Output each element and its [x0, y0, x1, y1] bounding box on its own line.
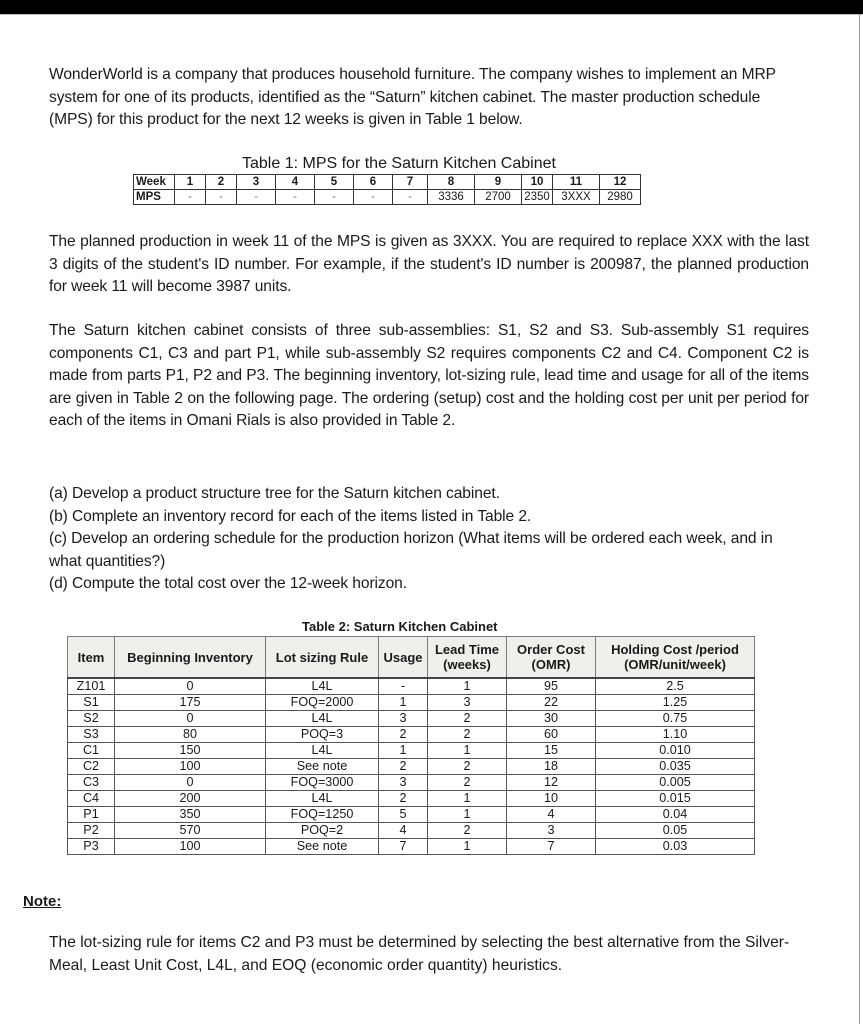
- cell-beginning-inventory: 100: [115, 839, 266, 855]
- week-cell: 4: [276, 175, 315, 190]
- cell-usage: 2: [379, 727, 428, 743]
- cell-beginning-inventory: 350: [115, 807, 266, 823]
- header-lead-time: [428, 637, 507, 679]
- cell-order-cost: 12: [507, 775, 596, 791]
- cell-holding-cost: 1.25: [596, 695, 755, 711]
- week-label: Week: [134, 175, 175, 190]
- cell-usage: -: [379, 678, 428, 695]
- mps-value-row: [134, 190, 641, 205]
- cell-order-cost: 30: [507, 711, 596, 727]
- cell-order-cost: 3: [507, 823, 596, 839]
- table-row: [68, 823, 755, 839]
- items-table: [67, 636, 755, 855]
- mps-cell: -: [315, 190, 354, 205]
- table-row: [68, 839, 755, 855]
- table2-caption: Table 2: Saturn Kitchen Cabinet: [302, 619, 498, 634]
- question-b: (b) Complete an inventory record for each of the items listed in Table 2.: [49, 507, 532, 525]
- cell-order-cost: 10: [507, 791, 596, 807]
- cell-lot-sizing-rule: L4L: [266, 791, 379, 807]
- week11-instructions-paragraph: The planned production in week 11 of the MPS is given as 3XXX. You are required to replace XXX with the last 3 digits of the student's ID number. For example, if the student's ID number is 200987, the planned production for week 11 will become 3987 units.: [49, 233, 809, 295]
- cell-holding-cost: 0.03: [596, 839, 755, 855]
- cell-beginning-inventory: 175: [115, 695, 266, 711]
- header-lot-sizing-rule: Lot sizing Rule: [266, 637, 379, 679]
- note-text: The lot-sizing rule for items C2 and P3 must be determined by selecting the best alternative from the Silver-Meal, Least Unit Cost, L4L, and EOQ (economic order quantity) heuristics.: [49, 934, 790, 974]
- header-holding-cost-line2: (OMR/unit/week): [624, 657, 726, 672]
- cell-item: P1: [68, 807, 115, 823]
- cell-usage: 5: [379, 807, 428, 823]
- header-order-cost-line2: (OMR): [531, 657, 571, 672]
- cell-lead-time: 2: [428, 711, 507, 727]
- cell-order-cost: 95: [507, 678, 596, 695]
- cell-lot-sizing-rule: FOQ=1250: [266, 807, 379, 823]
- cell-beginning-inventory: 100: [115, 759, 266, 775]
- cell-lot-sizing-rule: L4L: [266, 678, 379, 695]
- header-item: Item: [68, 637, 115, 679]
- cell-usage: 3: [379, 775, 428, 791]
- table-row: [68, 695, 755, 711]
- table-row: [68, 775, 755, 791]
- cell-lot-sizing-rule: FOQ=2000: [266, 695, 379, 711]
- header-order-cost: [507, 637, 596, 679]
- cell-usage: 7: [379, 839, 428, 855]
- table-row: [68, 678, 755, 695]
- week-cell: 3: [237, 175, 276, 190]
- week-cell: 7: [393, 175, 428, 190]
- note-label: Note:: [23, 893, 62, 910]
- question-a: (a) Develop a product structure tree for the Saturn kitchen cabinet.: [49, 485, 500, 502]
- cell-usage: 1: [379, 743, 428, 759]
- cell-lead-time: 3: [428, 695, 507, 711]
- header-lead-time-line2: (weeks): [443, 657, 491, 672]
- question-list: [49, 483, 789, 596]
- cell-lead-time: 1: [428, 743, 507, 759]
- cell-holding-cost: 0.005: [596, 775, 755, 791]
- cell-item: Z101: [68, 678, 115, 695]
- cell-lot-sizing-rule: L4L: [266, 743, 379, 759]
- table-row: [68, 759, 755, 775]
- header-lead-time-line1: Lead Time: [434, 642, 500, 657]
- cell-lead-time: 1: [428, 839, 507, 855]
- cell-holding-cost: 0.035: [596, 759, 755, 775]
- mps-cell: -: [393, 190, 428, 205]
- mps-cell: -: [206, 190, 237, 205]
- header-beginning-inventory: Beginning Inventory: [115, 637, 266, 679]
- cell-holding-cost: 0.05: [596, 823, 755, 839]
- cell-beginning-inventory: 80: [115, 727, 266, 743]
- cell-lead-time: 2: [428, 759, 507, 775]
- cell-usage: 1: [379, 695, 428, 711]
- week-cell: 11: [553, 175, 600, 190]
- cell-item: C2: [68, 759, 115, 775]
- mps-cell: 3336: [428, 190, 475, 205]
- cell-order-cost: 15: [507, 743, 596, 759]
- cell-lot-sizing-rule: FOQ=3000: [266, 775, 379, 791]
- header-order-cost-line1: Order Cost: [517, 642, 585, 657]
- cell-usage: 3: [379, 711, 428, 727]
- cell-item: S3: [68, 727, 115, 743]
- cell-lot-sizing-rule: L4L: [266, 711, 379, 727]
- table-row: [68, 743, 755, 759]
- table-row: [68, 807, 755, 823]
- mps-cell: 2700: [475, 190, 522, 205]
- cell-holding-cost: 0.75: [596, 711, 755, 727]
- cell-usage: 4: [379, 823, 428, 839]
- cell-lot-sizing-rule: POQ=3: [266, 727, 379, 743]
- items-table-header: [68, 637, 755, 679]
- cell-lot-sizing-rule: POQ=2: [266, 823, 379, 839]
- cell-order-cost: 22: [507, 695, 596, 711]
- cell-item: C1: [68, 743, 115, 759]
- week-cell: 9: [475, 175, 522, 190]
- cell-lead-time: 2: [428, 775, 507, 791]
- week-cell: 10: [522, 175, 553, 190]
- mps-cell: -: [276, 190, 315, 205]
- header-holding-cost-line1: Holding Cost /period: [611, 642, 739, 657]
- cell-item: S1: [68, 695, 115, 711]
- cell-item: S2: [68, 711, 115, 727]
- mps-cell: 2980: [600, 190, 641, 205]
- page-edge: [859, 14, 860, 1024]
- intro-paragraph: WonderWorld is a company that produces household furniture. The company wishes to implement an MRP system for one of its products, identified as the “Saturn” kitchen cabinet. The master production schedule (MPS) for this product for the next 12 weeks is given in Table 1 below.: [49, 66, 776, 128]
- week-cell: 8: [428, 175, 475, 190]
- cell-lot-sizing-rule: See note: [266, 759, 379, 775]
- table-row: [68, 727, 755, 743]
- cell-holding-cost: 1.10: [596, 727, 755, 743]
- cell-item: P2: [68, 823, 115, 839]
- cell-usage: 2: [379, 791, 428, 807]
- cell-order-cost: 18: [507, 759, 596, 775]
- cell-order-cost: 60: [507, 727, 596, 743]
- cell-beginning-inventory: 0: [115, 678, 266, 695]
- cell-lead-time: 2: [428, 727, 507, 743]
- cell-order-cost: 7: [507, 839, 596, 855]
- cell-item: P3: [68, 839, 115, 855]
- mps-label: MPS: [134, 190, 175, 205]
- table-row: [68, 711, 755, 727]
- cell-holding-cost: 2.5: [596, 678, 755, 695]
- table-row: [68, 791, 755, 807]
- items-table-body: [68, 678, 755, 855]
- header-usage: Usage: [379, 637, 428, 679]
- cell-beginning-inventory: 0: [115, 775, 266, 791]
- week-cell: 12: [600, 175, 641, 190]
- cell-usage: 2: [379, 759, 428, 775]
- cell-order-cost: 4: [507, 807, 596, 823]
- mps-cell: 3XXX: [553, 190, 600, 205]
- cell-lot-sizing-rule: See note: [266, 839, 379, 855]
- table1-caption: Table 1: MPS for the Saturn Kitchen Cabinet: [242, 155, 556, 172]
- cell-lead-time: 1: [428, 807, 507, 823]
- mps-week-row: [134, 175, 641, 190]
- cell-item: C3: [68, 775, 115, 791]
- cell-lead-time: 1: [428, 791, 507, 807]
- cell-item: C4: [68, 791, 115, 807]
- week-cell: 5: [315, 175, 354, 190]
- week-cell: 6: [354, 175, 393, 190]
- mps-cell: 2350: [522, 190, 553, 205]
- structure-description-paragraph: The Saturn kitchen cabinet consists of three sub-assemblies: S1, S2 and S3. Sub-assembly S1 requires components C1, C3 and part P1, while sub-assembly S2 requires components C2 and C4. Component C2 is made from parts P1, P2 and P3. The beginning inventory, lot-sizing rule, lead time and usage for all of the items are given in Table 2 on the following page. The ordering (setup) cost and the holding cost per unit per period for each of the items in Omani Rials is also provided in Table 2.: [49, 322, 809, 429]
- cell-holding-cost: 0.015: [596, 791, 755, 807]
- cell-lead-time: 1: [428, 678, 507, 695]
- mps-table: [133, 174, 641, 205]
- cell-beginning-inventory: 570: [115, 823, 266, 839]
- question-d: (d) Compute the total cost over the 12-week horizon.: [49, 575, 407, 592]
- mps-cell: -: [175, 190, 206, 205]
- cell-lead-time: 2: [428, 823, 507, 839]
- question-c: (c) Develop an ordering schedule for the production horizon (What items will be ordered each week, and in what quantities?): [49, 530, 773, 570]
- mps-cell: -: [354, 190, 393, 205]
- cell-holding-cost: 0.010: [596, 743, 755, 759]
- week-cell: 2: [206, 175, 237, 190]
- cell-beginning-inventory: 150: [115, 743, 266, 759]
- cell-beginning-inventory: 200: [115, 791, 266, 807]
- cell-holding-cost: 0.04: [596, 807, 755, 823]
- week-cell: 1: [175, 175, 206, 190]
- cell-beginning-inventory: 0: [115, 711, 266, 727]
- header-holding-cost: [596, 637, 755, 679]
- mps-cell: -: [237, 190, 276, 205]
